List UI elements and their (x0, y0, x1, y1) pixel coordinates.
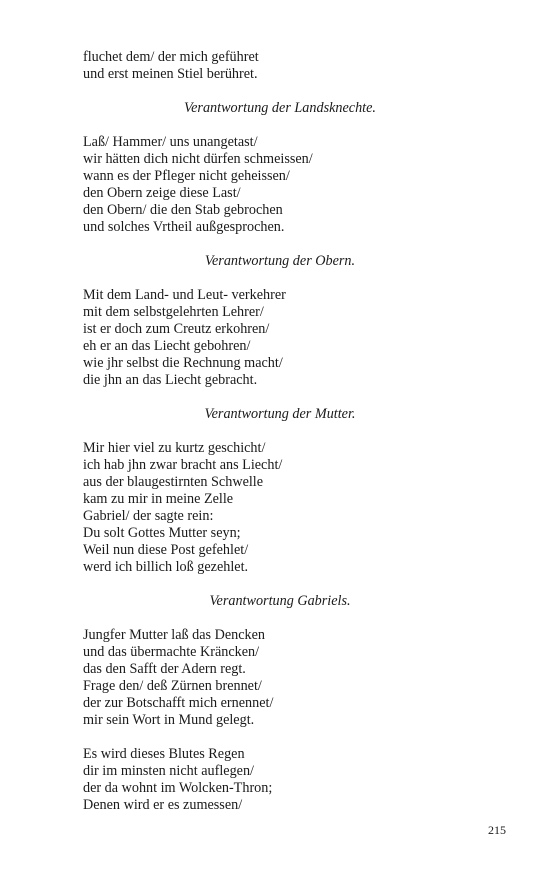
section-heading: Verantwortung der Landsknechte. (184, 100, 376, 116)
poem-line: den Obern/ die den Stab gebrochen (83, 202, 283, 218)
poem-line: die jhn an das Liecht gebracht. (83, 372, 258, 388)
poem-line: fluchet dem/ der mich geführet (83, 49, 259, 65)
poem-line: aus der blaugestirnten Schwelle (83, 474, 264, 490)
poem-line: kam zu mir in meine Zelle (83, 491, 234, 507)
poem-line: Denen wird er es zumessen/ (83, 797, 243, 813)
poem-line: Laß/ Hammer/ uns unangetast/ (83, 134, 258, 150)
poem-line: ist er doch zum Creutz erkohren/ (83, 321, 270, 337)
section-heading: Verantwortung der Mutter. (204, 406, 356, 422)
poem-line: Frage den/ deß Zürnen brennet/ (83, 678, 262, 694)
section-heading: Verantwortung der Obern. (204, 253, 356, 269)
poem-line: den Obern zeige diese Last/ (83, 185, 241, 201)
poem-line: dir im minsten nicht auflegen/ (83, 763, 254, 779)
section-heading: Verantwortung Gabriels. (209, 593, 351, 609)
poem-line: Jungfer Mutter laß das Dencken (83, 627, 266, 643)
poem-line: wir hätten dich nicht dürfen schmeissen/ (83, 151, 313, 167)
poem-line: mit dem selbstgelehrten Lehrer/ (83, 304, 264, 320)
poem-line: werd ich billich loß gezehlet. (83, 559, 249, 575)
poem-line: ich hab jhn zwar bracht ans Liecht/ (83, 457, 283, 473)
poem-line: Es wird dieses Blutes Regen (83, 746, 245, 762)
poem-line: und solches Vrtheil außgesprochen. (83, 219, 285, 235)
poem-line: wie jhr selbst die Rechnung macht/ (83, 355, 283, 371)
poem-line: und erst meinen Stiel berühret. (83, 66, 258, 82)
poem-line: mir sein Wort in Mund gelegt. (83, 712, 255, 728)
poem-line: das den Safft der Adern regt. (83, 661, 246, 677)
poem-line: Mit dem Land- und Leut- verkehrer (83, 287, 286, 303)
poem-text (83, 49, 483, 814)
poem-line: eh er an das Liecht gebohren/ (83, 338, 251, 354)
poem-line: Gabriel/ der sagte rein: (83, 508, 214, 524)
poem-line: der da wohnt im Wolcken-Thron; (83, 780, 273, 796)
poem-line: und das übermachte Kräncken/ (83, 644, 260, 660)
poem-line: Mir hier viel zu kurtz geschicht/ (83, 440, 266, 456)
poem-line: Weil nun diese Post gefehlet/ (83, 542, 249, 558)
page-number: 215 (488, 823, 506, 837)
poem-line: wann es der Pfleger nicht geheissen/ (83, 168, 290, 184)
poem-line: Du solt Gottes Mutter seyn; (83, 525, 241, 541)
poem-line: der zur Botschafft mich ernennet/ (83, 695, 274, 711)
